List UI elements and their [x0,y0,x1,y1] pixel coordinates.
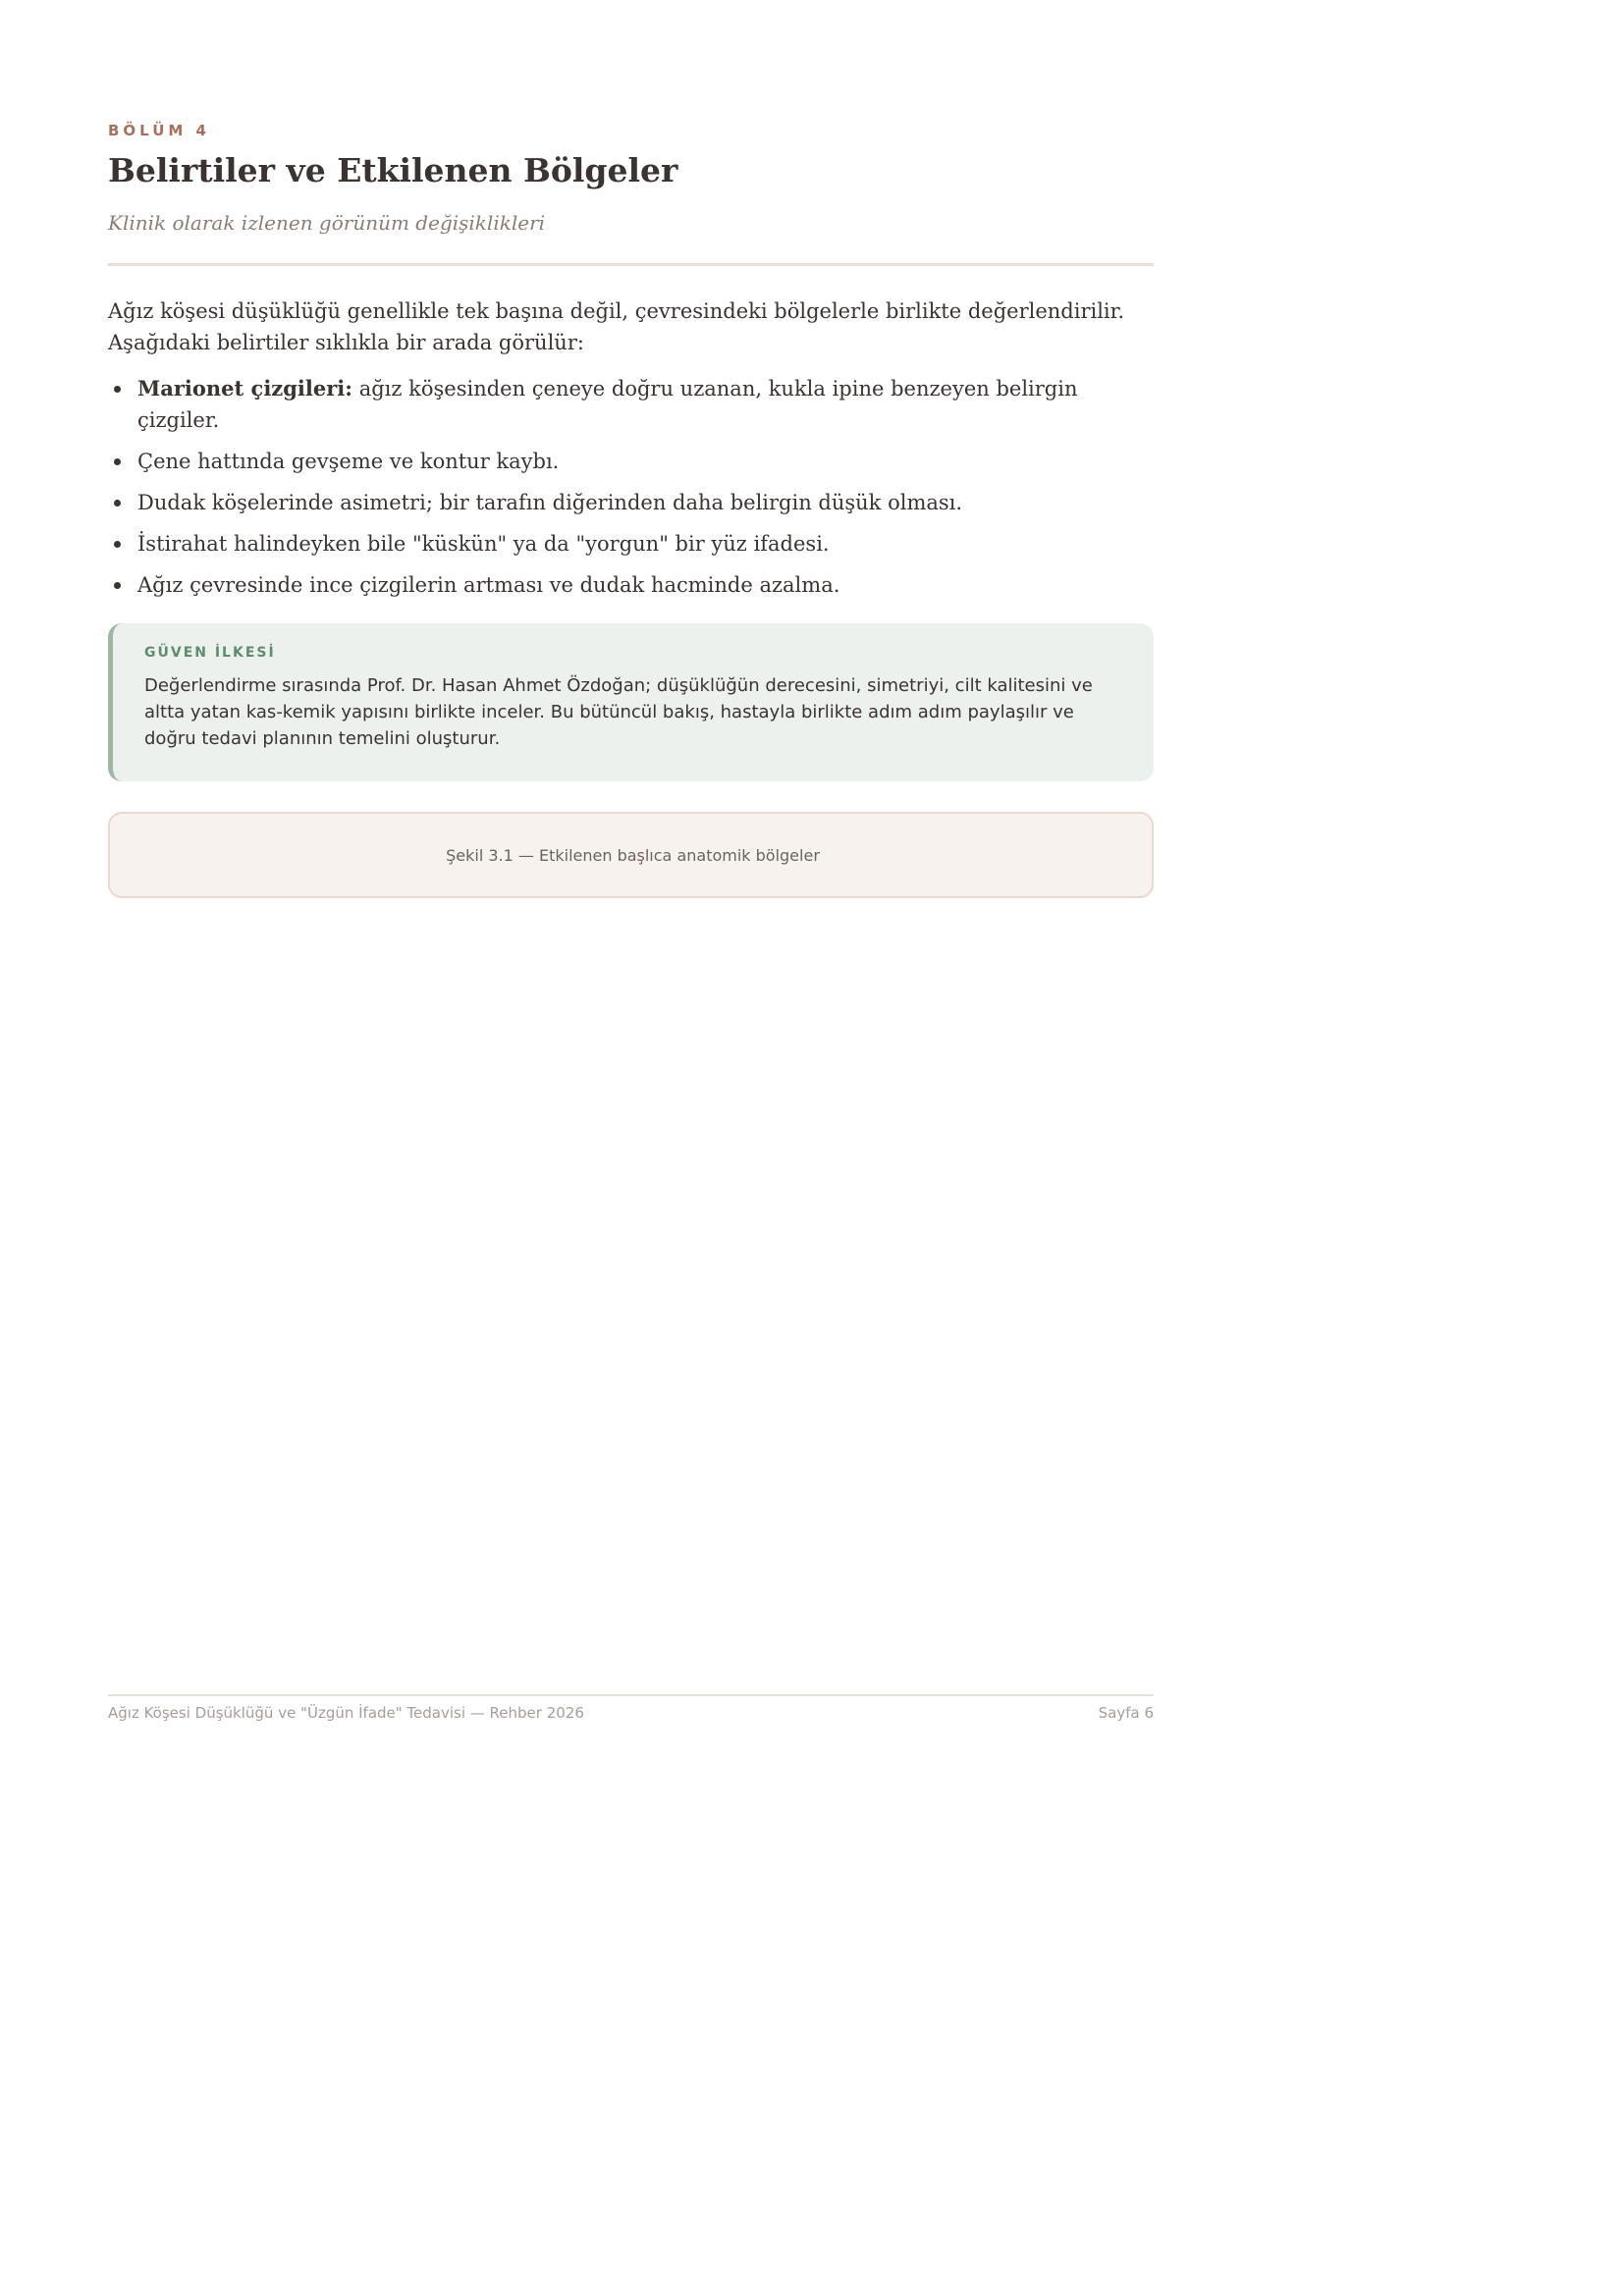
page-subtitle: Klinik olarak izlenen görünüm değişiklikleri [108,211,546,235]
figure-placeholder [108,812,1154,898]
chapter-label: BÖLÜM 4 [108,122,210,139]
bullet-icon [114,386,121,393]
list-item [108,487,1154,518]
list-item [108,569,1154,601]
list-item-text: Ağız çevresinde ince çizgilerin artması ve dudak hacminde azalma. [137,573,840,597]
symptom-list [108,373,1154,611]
list-item-text: İstirahat halindeyken bile "küskün" ya da "yorgun" bir yüz ifadesi. [137,532,830,556]
list-item-text: Dudak köşelerinde asimetri; bir tarafın diğerinden daha belirgin düşük olması. [137,491,963,514]
bullet-icon [114,458,121,465]
list-item-term: Marionet çizgileri: [137,376,353,400]
footer-page-number: Sayfa 6 [1098,1704,1154,1722]
callout-text: Değerlendirme sırasında Prof. Dr. Hasan Ahmet Özdoğan; düşüklüğün derecesini, simetriyi, cilt kalitesini ve altta yatan kas-kemik yapısını birlikte inceler. Bu bütüncül bakış, hastayla birlikte adım adım paylaşılır ve doğru tedavi planının temelini oluşturur. [144,675,1093,749]
list-item [108,528,1154,560]
list-item [108,373,1154,436]
trust-principle-callout [108,623,1154,781]
bullet-icon [114,500,121,507]
figure-caption: Şekil 3.1 — Etkilenen başlıca anatomik bölgeler [446,846,820,865]
list-item [108,446,1154,477]
callout-label: GÜVEN İLKESİ [144,645,276,661]
footer-document-title: Ağız Köşesi Düşüklüğü ve "Üzgün İfade" Tedavisi — Rehber 2026 [108,1704,584,1722]
bullet-icon [114,541,121,548]
page-title: Belirtiler ve Etkilenen Bölgeler [108,151,678,189]
intro-paragraph: Ağız köşesi düşüklüğü genellikle tek başına değil, çevresindeki bölgelerle birlikte değerlendirilir. Aşağıdaki belirtiler sıklıkla bir arada görülür: [108,299,1125,354]
bullet-icon [114,582,121,589]
title-divider [108,263,1154,266]
footer-divider [108,1694,1154,1696]
document-page [108,0,1154,2296]
list-item-text: ağız köşesinden çeneye doğru uzanan, kukla ipine benzeyen belirgin çizgiler. [137,377,1078,432]
list-item-text: Çene hattında gevşeme ve kontur kaybı. [137,450,560,473]
